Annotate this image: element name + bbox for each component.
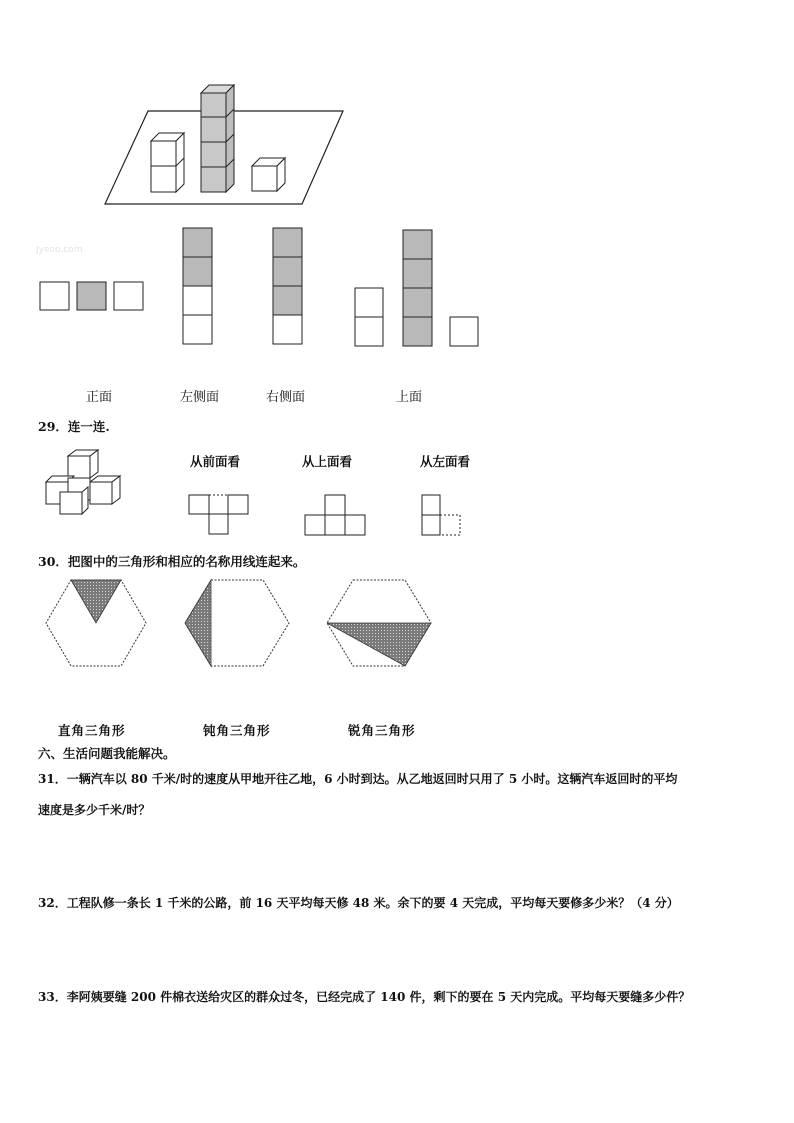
view-label-right: 右侧面	[266, 390, 306, 405]
q30-name-obtuse: 钝角三角形	[203, 723, 271, 738]
q30-name-acute: 锐角三角形	[348, 723, 416, 738]
q29-view-left: 从左面看	[420, 454, 471, 469]
section6-title: 六、生活问题我能解决。	[38, 746, 176, 761]
svg-text:Jyeoo.com: Jyeoo.com	[36, 245, 83, 255]
q30-title: 30．把图中的三角形和相应的名称用线连起来。	[38, 554, 306, 569]
q31-line1: 31．一辆汽车以 80 千米/时的速度从甲地开往乙地，6 小时到达。从乙地返回时只用了 5 小时。这辆汽车返回时的平均	[38, 772, 678, 786]
q31-line2: 速度是多少千米/时？	[38, 803, 151, 817]
q30-name-right: 直角三角形	[58, 723, 126, 738]
view-label-front: 正面	[86, 390, 113, 405]
q33-text: 33．李阿姨要缝 200 件棉衣送给灾区的群众过冬，已经完成了 140 件，剩下的要在 5 天内完成。平均每天要缝多少件？	[38, 990, 691, 1004]
view-label-top: 上面	[396, 390, 423, 405]
q32-text: 32．工程队修一条长 1 千米的公路，前 16 天平均每天修 48 米。余下的要 4 天完成，平均每天要修多少米？（4 分）	[38, 896, 679, 910]
q29-view-top: 从上面看	[302, 454, 353, 469]
q29-view-front: 从前面看	[190, 454, 241, 469]
q29-title: 29．连一连.	[38, 419, 110, 434]
view-label-left: 左侧面	[180, 390, 220, 405]
